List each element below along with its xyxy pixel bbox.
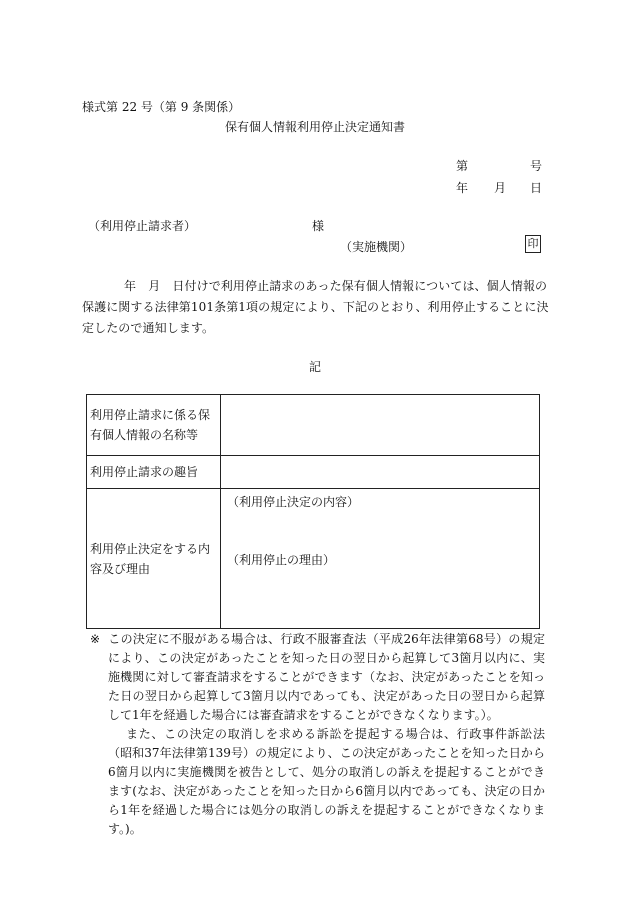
- decision-reason-label: （利用停止の理由）: [227, 553, 336, 567]
- date-month: 月: [494, 181, 507, 195]
- doc-number-go: 号: [530, 159, 543, 173]
- row1-value: [221, 395, 540, 456]
- decision-content-label: （利用停止決定の内容）: [227, 495, 360, 509]
- form-number: 様式第 22 号（第 9 条関係）: [82, 100, 241, 114]
- table-row: [87, 395, 540, 456]
- row2-label: 利用停止請求の趣旨: [87, 456, 221, 489]
- info-table: [86, 394, 540, 629]
- row2-value: [221, 456, 540, 489]
- ki-heading: 記: [308, 360, 321, 374]
- note-paragraph-1: [90, 630, 545, 725]
- note-mark: ※: [90, 632, 101, 646]
- note-paragraph-2: また、この決定の取消しを求める訴訟を提起する場合は、行政事件訴訟法（昭和37年法律第139号）の規定により、この決定があったことを知った日から6箇月以内に実施機関を被告として、処分の取消しの訴えを提起することができます(なお、決定があったことを知った日から6箇月以内であっても、決定の日から1年を経過した場合には処分の取消しの訴えを提起することができなくなります。)。: [108, 727, 545, 836]
- date-day: 日: [530, 181, 543, 195]
- agency-label: （実施機関）: [340, 240, 413, 254]
- seal-mark: 印: [525, 235, 541, 253]
- row1-label: 利用停止請求に係る保有個人情報の名称等: [87, 395, 221, 456]
- honorific-sama: 様: [312, 219, 325, 233]
- date-year: 年: [456, 181, 469, 195]
- doc-number-dai: 第: [456, 159, 469, 173]
- note-text-1: この決定に不服がある場合は、行政不服審査法（平成26年法律第68号）の規定により、この決定があったことを知った日の翌日から起算して3箇月以内に、実施機関に対して審査請求をすることができます（なお、決定があったことを知った日の翌日から起算して3箇月以内であっても、決定があった日の翌日から起算して1年を経過した場合には審査請求をすることができなくなります。）。: [108, 632, 545, 722]
- row3-label: 利用停止決定をする内容及び理由: [87, 489, 221, 629]
- appeal-note: [90, 630, 545, 839]
- table-row: [87, 456, 540, 489]
- table-row: [87, 489, 540, 629]
- requester-label: （利用停止請求者）: [88, 219, 197, 233]
- document-title: 保有個人情報利用停止決定通知書: [224, 120, 405, 134]
- row3-value: [221, 489, 540, 629]
- body-paragraph: 年 月 日付けで利用停止請求のあった保有個人情報については、個人情報の保護に関する法律第101条第1項の規定により、下記のとおり、利用停止することに決定したので通知します。: [82, 279, 549, 335]
